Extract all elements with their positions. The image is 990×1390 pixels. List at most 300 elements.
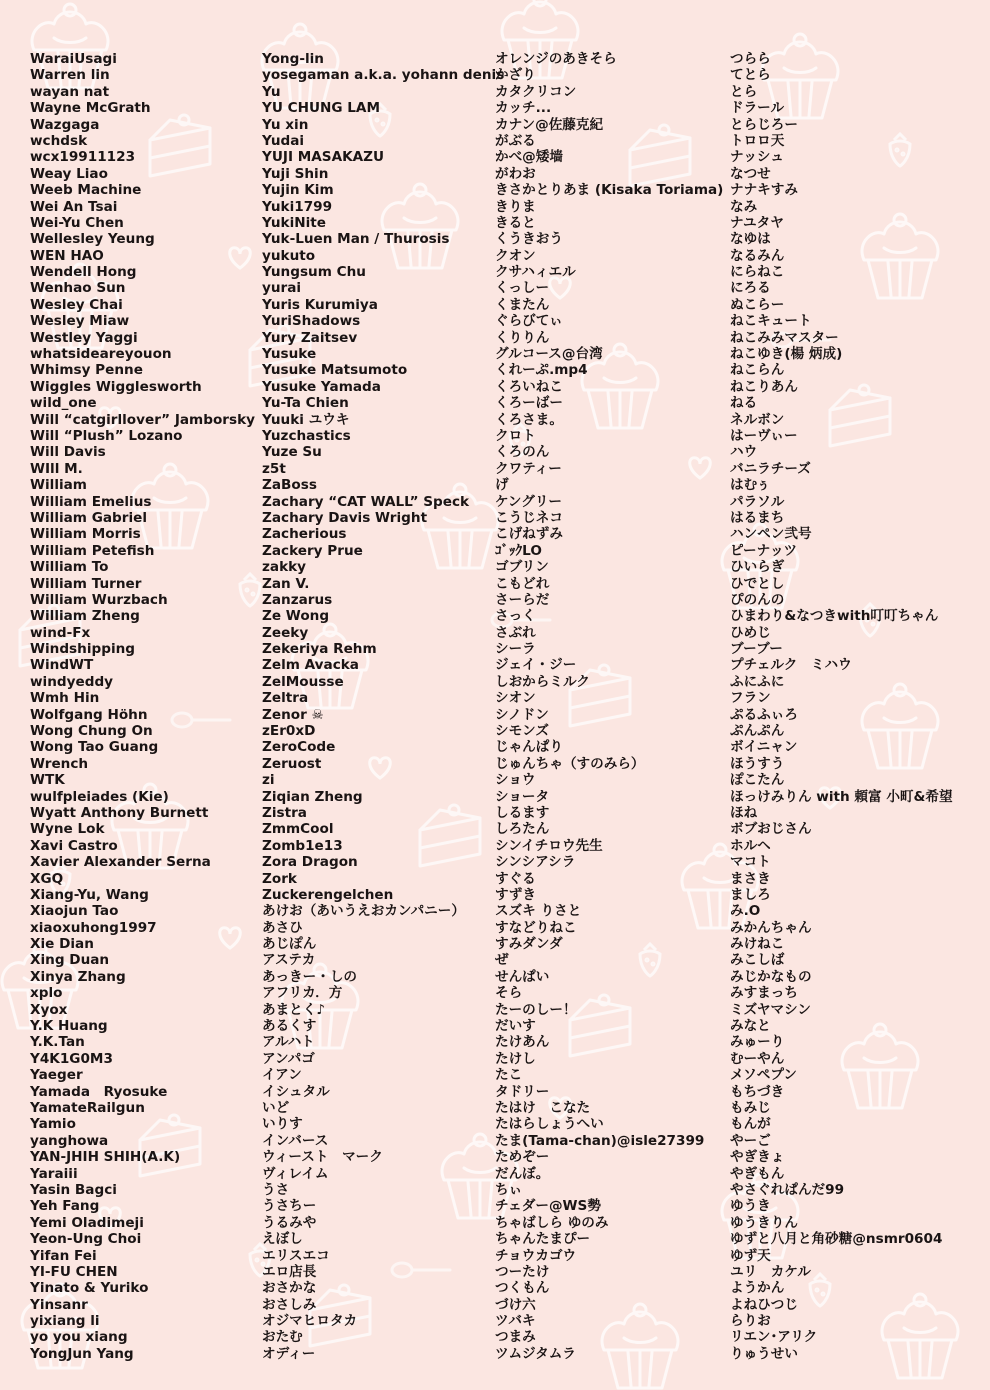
credit-name: みけねこ xyxy=(730,936,785,953)
credit-name: Yinsanr xyxy=(30,1296,88,1313)
credit-name: げ xyxy=(495,477,509,494)
credit-name: そら xyxy=(495,985,523,1002)
credit-name: すぐる xyxy=(495,870,536,887)
credit-name: Yuk-Luen Man / Thurosis xyxy=(262,231,450,248)
credit-name: Yungsum Chu xyxy=(262,264,366,281)
credit-name: はむぅ xyxy=(730,477,771,494)
credit-name: zakky xyxy=(262,559,307,576)
credit-name: Wrench xyxy=(30,755,89,772)
credit-name: Yusuke Matsumoto xyxy=(262,362,408,379)
credit-name: YamateRailgun xyxy=(30,1100,145,1116)
credit-name: Zacherious xyxy=(262,526,347,543)
credit-name: きさかとりあま (Kisaka Toriama) xyxy=(495,182,724,199)
credit-name: ふにふに xyxy=(730,673,785,690)
credit-name: しるます xyxy=(495,804,550,821)
credit-name: William Gabriel xyxy=(30,509,148,526)
credit-name: オディー xyxy=(262,1345,316,1362)
credit-name: ぐらびてぃ xyxy=(495,313,563,330)
credit-name: ひでとし xyxy=(730,575,785,592)
credit-name: あるくす xyxy=(262,1018,317,1035)
credit-name: YUJI MASAKAZU xyxy=(262,149,385,166)
credit-name: Zistra xyxy=(262,804,307,821)
credit-name: ちゃんたまぴー xyxy=(495,1231,591,1248)
credit-name: YAN-JHIH SHIH(A.K) xyxy=(30,1149,181,1166)
credit-name: イシュタル xyxy=(262,1083,330,1100)
credit-name: xplo xyxy=(30,985,63,1002)
credit-name: Xiaojun Tao xyxy=(30,903,119,920)
credit-name: zi xyxy=(262,772,275,789)
credit-name: とらじろー xyxy=(730,116,798,133)
credit-name: Xinya Zhang xyxy=(30,968,126,985)
credit-name: みゅーり xyxy=(730,1034,785,1051)
credit-name: たーのしー！ xyxy=(495,1001,577,1018)
credit-name: ゆうき xyxy=(730,1198,771,1215)
credit-name: Yaraiii xyxy=(30,1165,78,1182)
credit-name: むーやん xyxy=(730,1050,785,1067)
credit-name: yurai xyxy=(262,280,302,297)
credit-name: Zenor ☠ xyxy=(262,706,324,723)
credit-name: Zekeriya Rehm xyxy=(262,641,377,658)
credit-name: ゆずと八月と角砂糖@nsmr0604 xyxy=(730,1231,943,1248)
credit-name: Y4K1G0M3 xyxy=(30,1050,113,1067)
credit-name: やさぐれぱんだ99 xyxy=(730,1181,845,1198)
credit-name: さっく xyxy=(495,608,536,625)
credit-name: きると xyxy=(495,214,536,231)
credit-name: Yu-Ta Chien xyxy=(262,395,349,412)
credit-name: Wyatt Anthony Burnett xyxy=(30,804,209,821)
credit-name: しおからミルク xyxy=(495,673,590,690)
credit-name: Yaeger xyxy=(30,1067,83,1084)
credit-name: Zachary Davis Wright xyxy=(262,509,428,526)
credit-name: かざり xyxy=(495,67,536,84)
credit-name: ハンペン弐号 xyxy=(730,526,812,543)
credit-name: なみ xyxy=(730,198,758,215)
credit-name: ちぃ xyxy=(495,1181,523,1198)
credit-name: なゆは xyxy=(730,231,771,248)
credit-name: Wiggles Wigglesworth xyxy=(30,378,202,395)
credit-name: ねこゆき(楊 炳成) xyxy=(730,346,843,363)
credit-name: カタクリコン xyxy=(495,83,577,100)
credit-name: Weeb Machine xyxy=(30,182,142,199)
credit-name: たま(Tama-chan)@isle27399 xyxy=(495,1132,705,1149)
credit-name: スズキ りさと xyxy=(495,903,582,920)
credit-name: ミズヤマシン xyxy=(730,1001,811,1018)
credit-name: Wayne McGrath xyxy=(30,100,151,117)
credit-name: ナユタヤ xyxy=(730,214,784,231)
credit-name: ほっけみりん with 頼富 小町&希望 xyxy=(730,788,953,805)
credit-name: おさしみ xyxy=(262,1296,317,1313)
credit-name: Ziqian Zheng xyxy=(262,788,363,805)
credit-name: やぎもん xyxy=(730,1165,785,1182)
credit-name: シノドン xyxy=(495,706,549,723)
credit-name: くろさま。 xyxy=(495,411,563,428)
credit-name: ひいらぎ xyxy=(730,559,785,576)
credit-name: Wong Tao Guang xyxy=(30,739,159,756)
credit-name: シーラ xyxy=(495,641,536,658)
credit-name: YukiNite xyxy=(262,214,326,231)
credit-name: yo you xiang xyxy=(30,1329,128,1346)
credit-name: バニラチーズ xyxy=(730,460,811,477)
credit-name: ショウ xyxy=(495,772,536,789)
credit-name: WaraiUsagi xyxy=(30,51,117,67)
credit-name: クオン xyxy=(495,247,536,264)
credit-name: William xyxy=(30,477,87,494)
credit-name: Westley Yaggi xyxy=(30,329,138,346)
credit-name: くれーぷ.mp4 xyxy=(495,362,588,379)
credit-name: イアン xyxy=(262,1067,302,1084)
credit-name: クロト xyxy=(495,427,536,444)
credit-name: YongJun Yang xyxy=(30,1345,134,1362)
credit-name: あまとく♪ xyxy=(262,1001,326,1018)
credit-name: すみダンダ xyxy=(495,936,563,953)
credit-name: YuriShadows xyxy=(262,313,361,330)
credit-name: Yeon-Ung Choi xyxy=(30,1231,142,1248)
credit-name: Will Davis xyxy=(30,444,106,461)
credit-name: はーヴぃー xyxy=(730,427,798,444)
credit-name: WindWT xyxy=(30,657,94,674)
credit-name: z5t xyxy=(262,460,286,477)
credit-name: WEN HAO xyxy=(30,247,104,264)
credit-name: Wyne Lok xyxy=(30,821,105,838)
credit-name: もちづき xyxy=(730,1083,785,1100)
credit-name: Yifan Fei xyxy=(30,1247,97,1264)
credit-name: すなどりねこ xyxy=(495,919,577,936)
credit-name: きりま xyxy=(495,198,536,215)
credit-name: William Emelius xyxy=(30,493,152,510)
credit-name: ねこキュート xyxy=(730,313,812,330)
credit-name: yanghowa xyxy=(30,1132,109,1149)
credit-name: Y.K Huang xyxy=(30,1018,108,1035)
credit-name: William Wurzbach xyxy=(30,591,168,608)
credit-name: William Petefish xyxy=(30,542,155,559)
credit-name: フラン xyxy=(730,690,771,707)
credit-name: なるみん xyxy=(730,247,785,264)
credit-name: シオン xyxy=(495,690,536,707)
credit-name: ましろ xyxy=(730,886,771,903)
credit-name: ツバキ xyxy=(495,1313,536,1330)
credit-name: ぜ xyxy=(495,952,509,969)
credit-name: Xiang-Yu, Wang xyxy=(30,886,149,903)
credit-name: シンシアシラ xyxy=(495,854,576,871)
credit-name: みなと xyxy=(730,1018,771,1035)
credit-name: やぎきょ xyxy=(730,1149,785,1166)
credit-name: たはらしょうへい xyxy=(495,1116,604,1133)
credit-name: Yusuke xyxy=(262,346,317,363)
credit-name: Wmh Hin xyxy=(30,690,100,707)
credit-name: Yujin Kim xyxy=(262,182,334,199)
credit-name: Yusuke Yamada xyxy=(262,378,381,395)
credit-name: Zan V. xyxy=(262,575,310,592)
credit-name: Xing Duan xyxy=(30,952,110,969)
credit-name: Will “Plush” Lozano xyxy=(30,427,183,444)
credit-name: Whimsy Penne xyxy=(30,362,143,379)
credit-name: XGQ xyxy=(30,870,64,887)
credit-name: ねる xyxy=(730,395,758,412)
credit-name: エロ店長 xyxy=(262,1263,317,1280)
credit-name: うるみや xyxy=(262,1214,317,1231)
credit-name: William To xyxy=(30,559,109,576)
credit-name: み.O xyxy=(730,903,761,920)
credit-name: カッチ... xyxy=(495,100,552,117)
credit-name: Yuris Kurumiya xyxy=(262,296,378,313)
credit-name: ジェイ・ジー xyxy=(495,657,577,674)
credit-name: さぶれ xyxy=(495,624,536,641)
credit-name: William Morris xyxy=(30,526,141,543)
credit-name: くろのん xyxy=(495,444,550,461)
credit-name: ZeroCode xyxy=(262,739,336,756)
credits-column-4 xyxy=(730,51,953,1362)
credit-name: ぬこらー xyxy=(730,296,785,313)
credit-name: ヴィレイム xyxy=(262,1165,329,1182)
credit-name: チェダー@WS勢 xyxy=(495,1198,601,1215)
credit-name: Will “catgirllover” Jamborsky xyxy=(30,411,255,428)
credits-column-1 xyxy=(30,51,255,1362)
credit-name: Ze Wong xyxy=(262,608,330,625)
credit-name: ケングリー xyxy=(495,493,563,510)
credit-name: いど xyxy=(262,1100,290,1116)
credit-name: にろる xyxy=(730,280,771,297)
credit-name: Xyox xyxy=(30,1001,68,1018)
credit-name: Zomb1e13 xyxy=(262,837,343,854)
credit-name: wulfpleiades (Kie) xyxy=(30,788,169,805)
credit-name: Weay Liao xyxy=(30,165,108,182)
credit-name: Yemi Oladimeji xyxy=(30,1214,144,1231)
credit-name: ちゃばしら ゆのみ xyxy=(495,1214,609,1231)
credit-name: リエン･アリク xyxy=(730,1329,818,1346)
credit-name: ウィースト マーク xyxy=(262,1149,383,1166)
credit-name: みかんちゃん xyxy=(730,919,812,936)
credit-name: クサハィエル xyxy=(495,264,576,281)
credit-name: やーご xyxy=(730,1132,771,1149)
credit-name: Yasin Bagci xyxy=(30,1181,117,1198)
credit-name: えぼし xyxy=(262,1231,303,1248)
credit-name: Xavi Castro xyxy=(30,837,118,854)
credit-name: たはけ こなた xyxy=(495,1100,591,1116)
credit-name: wcx19911123 xyxy=(30,149,136,166)
credit-name: せんぱい xyxy=(495,968,550,985)
credit-name: エリスエコ xyxy=(262,1247,330,1264)
credit-name: ねこらん xyxy=(730,362,785,379)
credit-name: ZaBoss xyxy=(262,477,317,494)
credit-name: みこしば xyxy=(730,952,785,969)
credit-name: Zachary “CAT WALL” Speck xyxy=(262,493,470,510)
credit-name: Yamada Ryosuke xyxy=(30,1083,168,1100)
credit-name: つーたけ xyxy=(495,1263,550,1280)
credit-name: じゅんちゃ（すのみら） xyxy=(495,755,645,772)
credit-name: もんが xyxy=(730,1116,771,1133)
credit-name: しろたん xyxy=(495,821,550,838)
credit-name: ねこみみマスター xyxy=(730,329,839,346)
credit-name: たこ xyxy=(495,1067,523,1084)
credit-name: Warren lin xyxy=(30,67,110,84)
credit-name: Zork xyxy=(262,870,297,887)
credit-name: Xavier Alexander Serna xyxy=(30,854,211,871)
credit-name: ショータ xyxy=(495,788,550,805)
credit-name: ぷるふぃろ xyxy=(730,706,798,723)
credit-name: ボイニャン xyxy=(730,739,798,756)
credit-name: Wesley Chai xyxy=(30,296,123,313)
credit-name: オレンジのあきそら xyxy=(495,51,617,67)
credit-name: ゆうきりん xyxy=(730,1214,798,1231)
credit-name: ホルヘ xyxy=(730,837,771,854)
credit-name: ほね xyxy=(730,804,758,821)
credit-name: Zora Dragon xyxy=(262,854,358,871)
credit-name: アンパゴ xyxy=(262,1050,315,1067)
credit-name: かべ@矮墙 xyxy=(495,149,563,166)
credit-name: うさ xyxy=(262,1181,290,1198)
credit-name: ZmmCool xyxy=(262,821,334,838)
credit-name: ひまわり&なつきwith叮叮ちゃん xyxy=(730,608,939,625)
credit-name: パラソル xyxy=(730,493,785,510)
credit-name: windyeddy xyxy=(30,673,114,690)
credit-name: xiaoxuhong1997 xyxy=(30,919,157,936)
credit-name: つまみ xyxy=(495,1329,536,1346)
credits-column-3 xyxy=(495,51,723,1362)
credit-name: トロロ天 xyxy=(730,132,785,149)
credit-name: wayan nat xyxy=(30,83,110,100)
credit-name: ためぞー xyxy=(495,1149,550,1166)
credit-name: たけあん xyxy=(495,1034,550,1051)
credit-name: Y.K.Tan xyxy=(30,1034,85,1051)
credit-name: Wellesley Yeung xyxy=(30,231,155,248)
credit-name: Yuze Su xyxy=(262,444,322,461)
credit-name: ネルボン xyxy=(730,411,785,428)
credit-name: だいす xyxy=(495,1018,536,1035)
credit-name: ｺﾞｯｸLO xyxy=(495,542,542,559)
credit-name: wind-Fx xyxy=(30,624,91,641)
credit-name: yukuto xyxy=(262,247,316,264)
credit-name: Wendell Hong xyxy=(30,264,137,281)
credit-name: がぶる xyxy=(495,132,536,149)
credit-name: ナナキすみ xyxy=(730,182,798,199)
credit-name: Yeh Fang xyxy=(30,1198,100,1215)
credit-name: グルコース@台湾 xyxy=(495,346,603,363)
credit-name: くっしー xyxy=(495,280,550,297)
credit-name: あさひ xyxy=(262,919,303,936)
credit-name: オジマヒロタカ xyxy=(262,1313,358,1330)
credit-name: Yuji Shin xyxy=(262,165,329,182)
credit-name: もみじ xyxy=(730,1100,771,1116)
credit-name: あけお（あいうえおカンパニー） xyxy=(262,903,465,920)
credit-name: ハウ xyxy=(730,444,758,461)
credit-name: クワティー xyxy=(495,460,562,477)
credit-name: いりす xyxy=(262,1116,303,1133)
credit-name: シンイチロウ先生 xyxy=(495,837,603,854)
credit-name: Yu xin xyxy=(262,116,309,133)
credit-name: こげねずみ xyxy=(495,526,563,543)
credit-name: くろーばー xyxy=(495,395,563,412)
credit-name: カナン@佐藤克紀 xyxy=(495,116,604,133)
credit-name: ひめじ xyxy=(730,624,771,641)
credit-name: ねこりあん xyxy=(730,378,798,395)
credit-name: たけし xyxy=(495,1050,536,1067)
credit-name: ブーブー xyxy=(730,641,783,658)
credit-name: つくもん xyxy=(495,1280,550,1297)
credit-name: Zeruost xyxy=(262,755,322,772)
credit-name: Zackery Prue xyxy=(262,542,363,559)
credit-name: WIll M. xyxy=(30,460,83,477)
credit-name: Zuckerengelchen xyxy=(262,886,394,903)
credit-name: さーらだ xyxy=(495,591,550,608)
credit-name: らりお xyxy=(730,1313,771,1330)
credit-name: ツムジタムラ xyxy=(495,1345,576,1362)
credit-name: Wei An Tsai xyxy=(30,198,118,215)
credit-name: William Turner xyxy=(30,575,142,592)
credit-name: Wenhao Sun xyxy=(30,280,126,297)
credit-name: whatsideareyouon xyxy=(30,346,172,363)
credit-name: だんぼ。 xyxy=(495,1165,550,1182)
credits-column-2 xyxy=(262,51,504,1362)
credit-name: とら xyxy=(730,83,758,100)
credit-name: おたむ xyxy=(262,1329,303,1346)
credit-name: Yuki1799 xyxy=(262,198,333,215)
credit-name: Wazgaga xyxy=(30,116,100,133)
credit-name: にらねこ xyxy=(730,264,785,281)
credit-name: YU CHUNG LAM xyxy=(262,100,380,117)
credit-name: インバース xyxy=(262,1132,329,1149)
credit-name: ぷんぷん xyxy=(730,723,785,740)
credit-name: WTK xyxy=(30,772,65,789)
credit-name: ゆず天 xyxy=(730,1247,771,1264)
credit-name: wild_one xyxy=(30,395,97,412)
credit-name: よねひつじ xyxy=(730,1296,798,1313)
credit-name: Yuuki ユウキ xyxy=(262,411,350,428)
credit-name: みじかなもの xyxy=(730,968,812,985)
credit-name: ボブおじさん xyxy=(730,821,812,838)
credit-name: あじぽん xyxy=(262,936,317,953)
credit-name: まさき xyxy=(730,870,771,887)
credit-name: Yong-lin xyxy=(262,51,324,67)
credit-name: アルハト xyxy=(262,1034,315,1051)
credit-name: Yu xyxy=(262,83,281,100)
credit-name: Wong Chung On xyxy=(30,723,153,740)
credit-name: Wei-Yu Chen xyxy=(30,214,124,231)
credit-name: William Zheng xyxy=(30,608,140,625)
credit-name: くまたん xyxy=(495,296,550,313)
credit-name: Wesley Miaw xyxy=(30,313,130,330)
credit-name: おさかな xyxy=(262,1280,317,1297)
credit-name: wchdsk xyxy=(30,132,88,149)
credit-name: マコト xyxy=(730,854,771,871)
credit-name: てとら xyxy=(730,67,771,84)
credit-name: みすまっち xyxy=(730,985,798,1002)
credit-name: ナッシュ xyxy=(730,149,784,166)
credit-name: あっきー・しの xyxy=(262,968,358,985)
credit-name: Yamio xyxy=(30,1116,76,1133)
credit-name: うさちー xyxy=(262,1198,317,1215)
credit-name: くろいねこ xyxy=(495,378,563,395)
credit-name: ほうすう xyxy=(730,755,785,772)
credit-name: こうじネコ xyxy=(495,509,563,526)
credit-name: ようかん xyxy=(730,1280,785,1297)
credit-name: ユリ カケル xyxy=(730,1263,811,1280)
credit-name: yixiang li xyxy=(30,1313,100,1330)
credit-name: すずき xyxy=(495,886,536,903)
credit-name: プチェルク ミハウ xyxy=(730,657,852,674)
credit-name: YI-FU CHEN xyxy=(30,1263,118,1280)
credit-name: ぴのんの xyxy=(730,591,785,608)
credit-name: ゴブリン xyxy=(495,559,549,576)
credit-name: タドリー xyxy=(495,1083,550,1100)
credit-name: ピーナッツ xyxy=(730,542,798,559)
credit-name: ぽこたん xyxy=(730,772,785,789)
credit-name: シモンズ xyxy=(495,723,549,740)
credit-name: はるまち xyxy=(730,509,785,526)
credit-name: Zeeky xyxy=(262,624,309,641)
credit-name: Yudai xyxy=(262,132,305,149)
credit-name: Wolfgang Höhn xyxy=(30,706,148,723)
credit-name: アステカ xyxy=(262,952,316,969)
